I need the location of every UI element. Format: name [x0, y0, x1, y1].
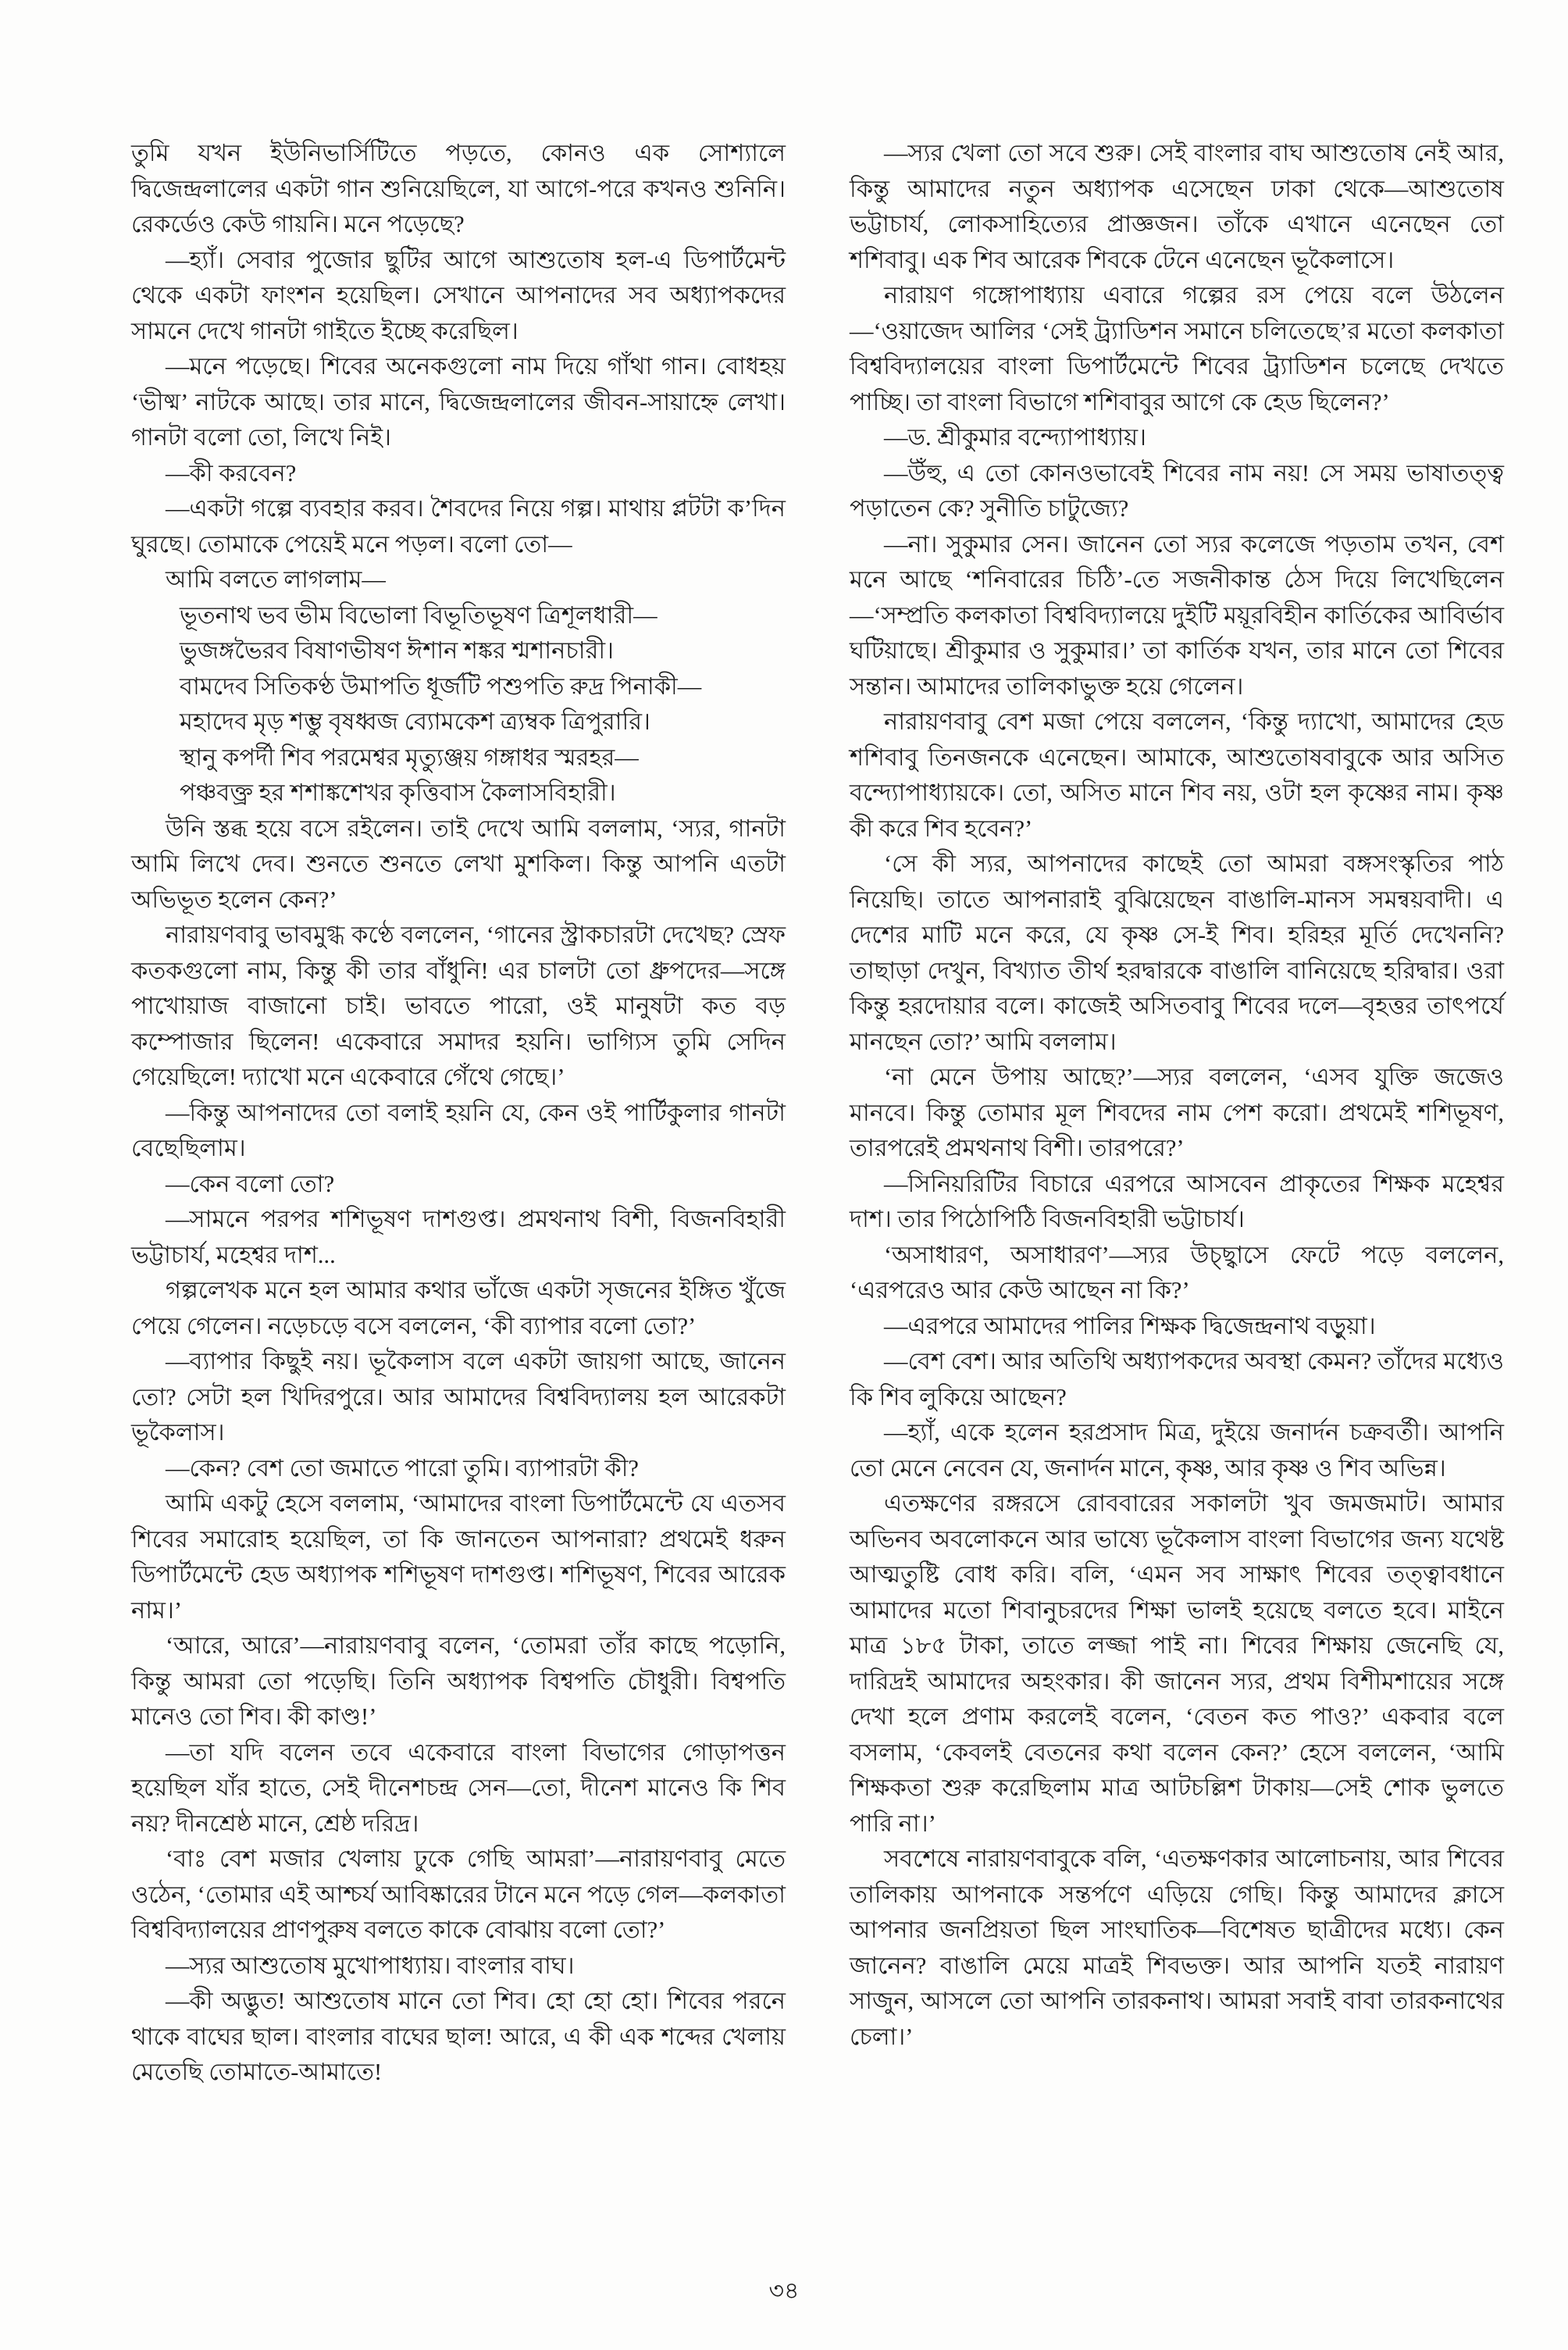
paragraph: —উঁহু, এ তো কোনওভাবেই শিবের নাম নয়! সে সময় ভাষাতত্ত্ব পড়াতেন কে? সুনীতি চাটুজ্যে?: [850, 459, 1504, 522]
paragraph: সবশেষে নারায়ণবাবুকে বলি, ‘এতক্ষণকার আলোচনায়, আর শিবের তালিকায় আপনাকে সন্তর্পণে এড়িয়ে গেছি। কিন্তু আমাদের ক্লাসে আপনার জনপ্রিয়তা ছিল সাংঘাতিক—বিশেষত ছাত্রীদের মধ্যে। কেন জানেন? বাঙালি মেয়ে মাত্রই শিবভক্ত। আর আপনি যতই নারায়ণ সাজুন, আসলে তো আপনি তারকনাথ। আমরা সবাই বাবা তারকনাথের চেলা।’: [850, 1845, 1504, 2050]
paragraph: এতক্ষণের রঙ্গরসে রোববারের সকালটা খুব জমজমাট। আমার অভিনব অবলোকনে আর ভাষ্যে ভূকৈলাস বাংলা বিভাগের জন্য যথেষ্ট আত্মতুষ্টি বোধ করি। বলি, ‘এমন সব সাক্ষাৎ শিবের তত্ত্বাবধানে আমাদের মতো শিবানুচরদের শিক্ষা ভালই হয়েছে বলতে হবে। মাইনে মাত্র ১৮৫ টাকা, তাতে লজ্জা পাই না। শিবের শিক্ষায় জেনেছি যে, দারিদ্রই আমাদের অহংকার। কী জানেন স্যর, প্রথম বিশীমশায়ের সঙ্গে দেখা হলে প্রণাম করলেই বলেন, ‘বেতন কত পাও?’ একবার বলে বসলাম, ‘কেবলই বেতনের কথা বলেন কেন?’ হেসে বললেন, ‘আমি শিক্ষকতা শুরু করেছিলাম মাত্র আটচল্লিশ টাকায়—সেই শোক ভুলতে পারি না।’: [850, 1490, 1504, 1837]
paragraph: —তা যদি বলেন তবে একেবারে বাংলা বিভাগের গোড়াপত্তন হয়েছিল যাঁর হাতে, সেই দীনেশচন্দ্র সেন—তো, দীনেশ মানেও কি শিব নয়? দীনশ্রেষ্ঠ মানে, শ্রেষ্ঠ দরিদ্র।: [131, 1738, 786, 1837]
verse-line: ভুজঙ্গভৈরব বিষাণভীষণ ঈশান শঙ্কর শ্মশানচারী।: [180, 637, 615, 664]
right-column: [850, 136, 1504, 2091]
paragraph: ‘সে কী স্যর, আপনাদের কাছেই তো আমরা বঙ্গসংস্কৃতির পাঠ নিয়েছি। তাতে আপনারাই বুঝিয়েছেন বাঙালি-মানস সমন্বয়বাদী। এ দেশের মাটি মনে করে, যে কৃষ্ণ সে-ই শিব। হরিহর মূর্তি দেখেননি? তাছাড়া দেখুন, বিখ্যাত তীর্থ হরদ্বারকে বাঙালি বানিয়েছে হরিদ্বার। ওরা কিন্তু হরদোয়ার বলে। কাজেই অসিতবাবু শিবের দলে—বৃহত্তর তাৎপর্যে মানছেন তো?’ আমি বললাম।: [850, 850, 1504, 1055]
paragraph: —স্যর আশুতোষ মুখোপাধ্যায়। বাংলার বাঘ।: [166, 1952, 575, 1979]
verse-line: স্থানু কপর্দী শিব পরমেশ্বর মৃত্যুঞ্জয় গঙ্গাধর স্মরহর—: [180, 744, 639, 771]
paragraph: —হ্যাঁ, একে হলেন হরপ্রসাদ মিত্র, দুইয়ে জনার্দন চক্রবর্তী। আপনি তো মেনে নেবেন যে, জনার্দন মানে, কৃষ্ণ, আর কৃষ্ণ ও শিব অভিন্ন।: [850, 1419, 1504, 1482]
paragraph: —একটা গল্পে ব্যবহার করব। শৈবদের নিয়ে গল্প। মাথায় প্লটটা ক’দিন ঘুরছে। তোমাকে পেয়েই মনে পড়ল। বলো তো—: [131, 495, 786, 558]
paragraph: আমি বলতে লাগলাম—: [166, 566, 386, 593]
verse-line: পঞ্চবক্ত্র হর শশাঙ্কশেখর কৃত্তিবাস কৈলাসবিহারী।: [180, 779, 616, 806]
paragraph: —সিনিয়রিটির বিচারে এরপরে আসবেন প্রাকৃতের শিক্ষক মহেশ্বর দাশ। তার পিঠোপিঠি বিজনবিহারী ভট্টাচার্য।: [850, 1170, 1504, 1232]
paragraph: —মনে পড়েছে। শিবের অনেকগুলো নাম দিয়ে গাঁথা গান। বোধহয় ‘ভীষ্ম’ নাটকে আছে। তার মানে, দ্বিজেন্দ্রলালের জীবন-সায়াহ্নে লেখা। গানটা বলো তো, লিখে নিই।: [131, 353, 786, 451]
paragraph: —না। সুকুমার সেন। জানেন তো স্যর কলেজে পড়তাম তখন, বেশ মনে আছে ‘শনিবারের চিঠি’-তে সজনীকান্ত ঠেস দিয়ে লিখেছিলেন—‘সম্প্রতি কলকাতা বিশ্ববিদ্যালয়ে দুইটি ময়ূরবিহীন কার্তিকের আবির্ভাব ঘটিয়াছে। শ্রীকুমার ও সুকুমার।’ তা কার্তিক যখন, তার মানে তো শিবের সন্তান। আমাদের তালিকাভুক্ত হয়ে গেলেন।: [850, 530, 1504, 700]
paragraph: আমি একটু হেসে বললাম, ‘আমাদের বাংলা ডিপার্টমেন্টে যে এতসব শিবের সমারোহ হয়েছিল, তা কি জানতেন আপনারা? প্রথমেই ধরুন ডিপার্টমেন্টে হেড অধ্যাপক শশিভূষণ দাশগুপ্ত। শশিভূষণ, শিবের আরেক নাম।’: [131, 1490, 786, 1624]
paragraph: নারায়ণবাবু বেশ মজা পেয়ে বললেন, ‘কিন্তু দ্যাখো, আমাদের হেড শশিবাবু তিনজনকে এনেছেন। আমাকে, আশুতোষবাবুকে আর অসিত বন্দ্যোপাধ্যায়কে। তো, অসিত মানে শিব নয়, ওটা হল কৃষ্ণের নাম। কৃষ্ণ কী করে শিব হবেন?’: [850, 708, 1504, 842]
paragraph: —সামনে পরপর শশিভূষণ দাশগুপ্ত। প্রমথনাথ বিশী, বিজনবিহারী ভট্টাচার্য, মহেশ্বর দাশ...: [131, 1206, 786, 1268]
verse-line: বামদেব সিতিকণ্ঠ উমাপতি ধূর্জটি পশুপতি রুদ্র পিনাকী—: [180, 672, 702, 700]
paragraph: নারায়ণবাবু ভাবমুগ্ধ কণ্ঠে বললেন, ‘গানের স্ট্রাকচারটা দেখেছ? স্রেফ কতকগুলো নাম, কিন্তু কী তার বাঁধুনি! এর চালটা তো ধ্রুপদের—সঙ্গে পাখোয়াজ বাজানো চাই। ভাবতে পারো, ওই মানুষটা কত বড় কম্পোজার ছিলেন! একেবারে সমাদর হয়নি। ভাগ্যিস তুমি সেদিন গেয়েছিলে! দ্যাখো মনে একেবারে গেঁথে গেছে।’: [131, 922, 786, 1090]
paragraph: —কী করবেন?: [166, 459, 297, 487]
paragraph: ‘আরে, আরে’—নারায়ণবাবু বলেন, ‘তোমরা তাঁর কাছে পড়োনি, কিন্তু আমরা তো পড়েছি। তিনি অধ্যাপক বিশ্বপতি চৌধুরী। বিশ্বপতি মানেও তো শিব। কী কাণ্ড!’: [131, 1632, 786, 1730]
paragraph: —কেন বলো তো?: [166, 1170, 335, 1197]
paragraph: —কী অদ্ভুত! আশুতোষ মানে তো শিব। হো হো হো। শিবের পরনে থাকে বাঘের ছাল। বাংলার বাঘের ছাল! আরে, এ কী এক শব্দের খেলায় মেতেছি তোমাতে-আমাতে!: [131, 1988, 786, 2085]
paragraph: —হ্যাঁ। সেবার পুজোর ছুটির আগে আশুতোষ হল-এ ডিপার্টমেন্ট থেকে একটা ফাংশন হয়েছিল। সেখানে আপনাদের সব অধ্যাপকদের সামনে দেখে গানটা গাইতে ইচ্ছে করেছিল।: [131, 246, 786, 344]
paragraph: নারায়ণ গঙ্গোপাধ্যায় এবারে গল্পের রস পেয়ে বলে উঠলেন—‘ওয়াজেদ আলির ‘সেই ট্র্যাডিশন সমানে চলিতেছে’র মতো কলকাতা বিশ্ববিদ্যালয়ের বাংলা ডিপার্টমেন্টে শিবের ট্র্যাডিশন চলেছে দেখতে পাচ্ছি। তা বাংলা বিভাগে শশিবাবুর আগে কে হেড ছিলেন?’: [850, 282, 1504, 415]
paragraph: —কেন? বেশ তো জমাতে পারো তুমি। ব্যাপারটা কী?: [166, 1454, 639, 1482]
paragraph: —ড. শ্রীকুমার বন্দ্যোপাধ্যায়।: [884, 424, 1147, 451]
paragraph: উনি স্তব্ধ হয়ে বসে রইলেন। তাই দেখে আমি বললাম, ‘স্যর, গানটা আমি লিখে দেব। শুনতে শুনতে লেখা মুশকিল। কিন্তু আপনি এতটা অভিভূত হলেন কেন?’: [131, 815, 786, 913]
paragraph: —কিন্তু আপনাদের তো বলাই হয়নি যে, কেন ওই পার্টিকুলার গানটা বেছেছিলাম।: [131, 1099, 786, 1161]
verse-block: [180, 598, 786, 811]
paragraph: —এরপরে আমাদের পালির শিক্ষক দ্বিজেন্দ্রনাথ বড়ুয়া।: [884, 1312, 1376, 1339]
paragraph: ‘অসাধারণ, অসাধারণ’—স্যর উচ্ছ্বাসে ফেটে পড়ে বললেন, ‘এরপরেও আর কেউ আছেন না কি?’: [850, 1241, 1504, 1303]
paragraph: গল্পলেখক মনে হল আমার কথার ভাঁজে একটা সৃজনের ইঙ্গিত খুঁজে পেয়ে গেলেন। নড়েচড়ে বসে বললেন, ‘কী ব্যাপার বলো তো?’: [131, 1277, 786, 1339]
verse-line: মহাদেব মৃড় শম্ভু বৃষধ্বজ ব্যোমকেশ ত্র্যম্বক ত্রিপুরারি।: [180, 708, 650, 735]
paragraph: —ব্যাপার কিছুই নয়। ভূকৈলাস বলে একটা জায়গা আছে, জানেন তো? সেটা হল খিদিরপুরে। আর আমাদের বিশ্ববিদ্যালয় হল আরেকটা ভূকৈলাস।: [131, 1348, 786, 1446]
left-column: [131, 136, 786, 2091]
paragraph: ‘বাঃ বেশ মজার খেলায় ঢুকে গেছি আমরা’—নারায়ণবাবু মেতে ওঠেন, ‘তোমার এই আশ্চর্য আবিষ্কারের টানে মনে পড়ে গেল—কলকাতা বিশ্ববিদ্যালয়ের প্রাণপুরুষ বলতে কাকে বোঝায় বলো তো?’: [131, 1845, 786, 1943]
paragraph: —স্যর খেলা তো সবে শুরু। সেই বাংলার বাঘ আশুতোষ নেই আর, কিন্তু আমাদের নতুন অধ্যাপক এসেছেন ঢাকা থেকে—আশুতোষ ভট্টাচার্য, লোকসাহিত্যের প্রাজ্ঞজন। তাঁকে এখানে এনেছেন তো শশিবাবু। এক শিব আরেক শিবকে টেনে এনেছেন ভূকৈলাসে।: [850, 140, 1504, 273]
paragraph: —বেশ বেশ। আর অতিথি অধ্যাপকদের অবস্থা কেমন? তাঁদের মধ্যেও কি শিব লুকিয়ে আছেন?: [850, 1348, 1504, 1410]
page-number: ৩৪: [768, 2278, 800, 2304]
paragraph: ‘না মেনে উপায় আছে?’—স্যর বললেন, ‘এসব যুক্তি জজেও মানবে। কিন্তু তোমার মূল শিবদের নাম পেশ করো। প্রথমেই শশিভূষণ, তারপরেই প্রমথনাথ বিশী। তারপরে?’: [850, 1064, 1504, 1161]
paragraph: তুমি যখন ইউনিভার্সিটিতে পড়তে, কোনও এক সোশ্যালে দ্বিজেন্দ্রলালের একটা গান শুনিয়েছিলে, যা আগে-পরে কখনও শুনিনি। রেকর্ডেও কেউ গায়নি। মনে পড়েছে?: [131, 140, 786, 237]
verse-line: ভূতনাথ ভব ভীম বিভোলা বিভূতিভূষণ ত্রিশূলধারী—: [180, 601, 657, 629]
